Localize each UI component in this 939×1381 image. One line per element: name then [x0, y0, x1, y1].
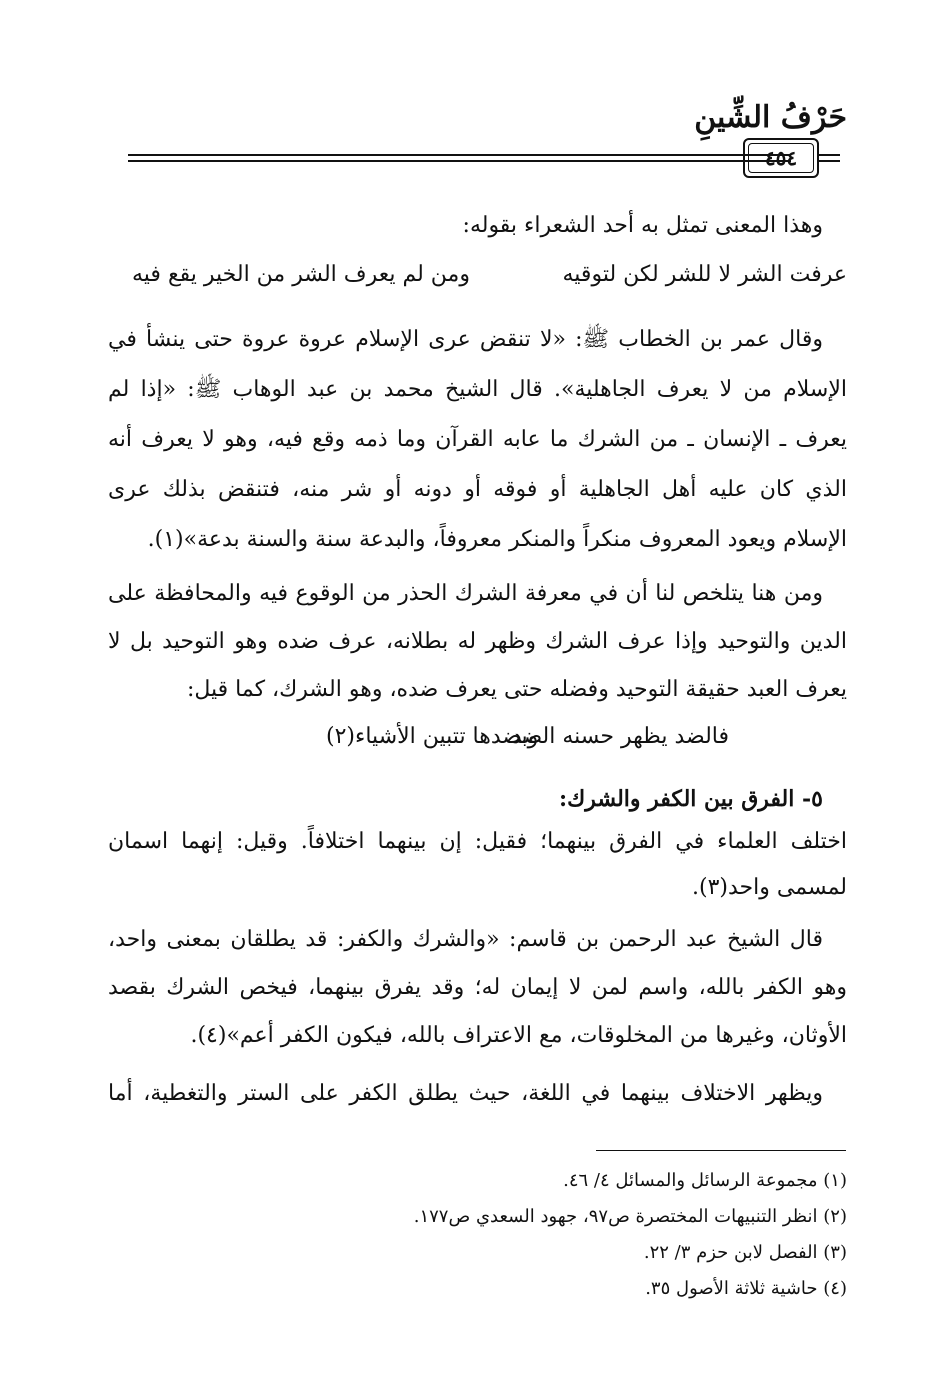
section-heading: ٥- الفرق بين الكفر والشرك:: [559, 786, 823, 812]
footnote: (٣) الفصل لابن حزم ٣/ ٢٢.: [643, 1242, 847, 1263]
footnote: (١) مجموعة الرسائل والمسائل ٤/ ٤٦.: [563, 1170, 847, 1191]
text-line: ومن هنا يتلخص لنا أن في معرفة الشرك الحذر من الوقوع فيه والمحافظة على: [108, 581, 823, 606]
page-number: ٤٥٤: [748, 143, 814, 173]
text-line: وهو الكفر بالله، واسم لمن لا إيمان له؛ وقد يفرق بينهما، فيخص الشرك بقصد: [108, 975, 847, 1000]
text-line: اختلف العلماء في الفرق بينهما؛ فقيل: إن بينهما اختلافاً. وقيل: إنهما اسمان: [108, 829, 847, 854]
footnote-separator: [596, 1150, 846, 1151]
text-line: وهذا المعنى تمثل به أحد الشعراء بقوله:: [462, 213, 823, 238]
text-line: الأوثان، وغيرها من المخلوقات، مع الاعتراف بالله، فيكون الكفر أعم»(٤).: [190, 1023, 847, 1048]
verse-hemistich: ومن لم يعرف الشر من الخير يقع فيه: [132, 262, 470, 287]
footnote: (٤) حاشية ثلاثة الأصول ٣٥.: [645, 1278, 847, 1299]
text-line: لمسمى واحد(٣).: [692, 875, 847, 900]
header-rule: [128, 154, 791, 156]
text-line: يعرف ـ الإنسان ـ من الشرك ما عابه القرآن وما ذمه وقع فيه، وهو لا يعرف أنه: [108, 427, 847, 452]
text-line: يعرف العبد حقيقة التوحيد وفضله حتى يعرف ضده، وهو الشرك، كما قيل:: [186, 677, 847, 702]
text-line: ويظهر الاختلاف بينهما في اللغة، حيث يطلق الكفر على الستر والتغطية، أما: [108, 1081, 823, 1106]
verse-hemistich: فالضد يظهر حسنه الضد: [511, 724, 729, 749]
verse-hemistich: عرفت الشر لا للشر لكن لتوقيه: [562, 262, 847, 287]
verse-hemistich: وبضدها تتبين الأشياء(٢): [326, 724, 539, 749]
text-line: الذي كان عليه أهل الجاهلية أو فوقه أو دونه أو شر منه، فتنقض بذلك عرى: [108, 477, 847, 502]
chapter-title: حَرْفُ الشِّينِ: [694, 100, 847, 135]
footnote: (٢) انظر التنبيهات المختصرة ص٩٧، جهود السعدي ص١٧٧.: [413, 1206, 847, 1227]
page-number-box: [743, 138, 819, 178]
text-line: وقال عمر بن الخطاب ﷺ: «لا تنقض عرى الإسلام عروة عروة حتى ينشأ في: [108, 327, 823, 352]
text-line: الإسلام من لا يعرف الجاهلية». قال الشيخ محمد بن عبد الوهاب ﷺ: «إذا لم: [108, 377, 847, 402]
header-rule: [128, 160, 791, 162]
text-line: الدين والتوحيد وإذا عرف الشرك وظهر له بطلانه، عرف ضده وهو التوحيد بل لا: [108, 629, 847, 654]
text-line: قال الشيخ عبد الرحمن بن قاسم: «والشرك والكفر: قد يطلقان بمعنى واحد،: [108, 927, 823, 952]
header-rule: [818, 154, 840, 156]
header-rule: [818, 160, 840, 162]
text-line: الإسلام ويعود المعروف منكراً والمنكر معروفاً، والبدعة سنة والسنة بدعة»(١).: [147, 527, 847, 552]
